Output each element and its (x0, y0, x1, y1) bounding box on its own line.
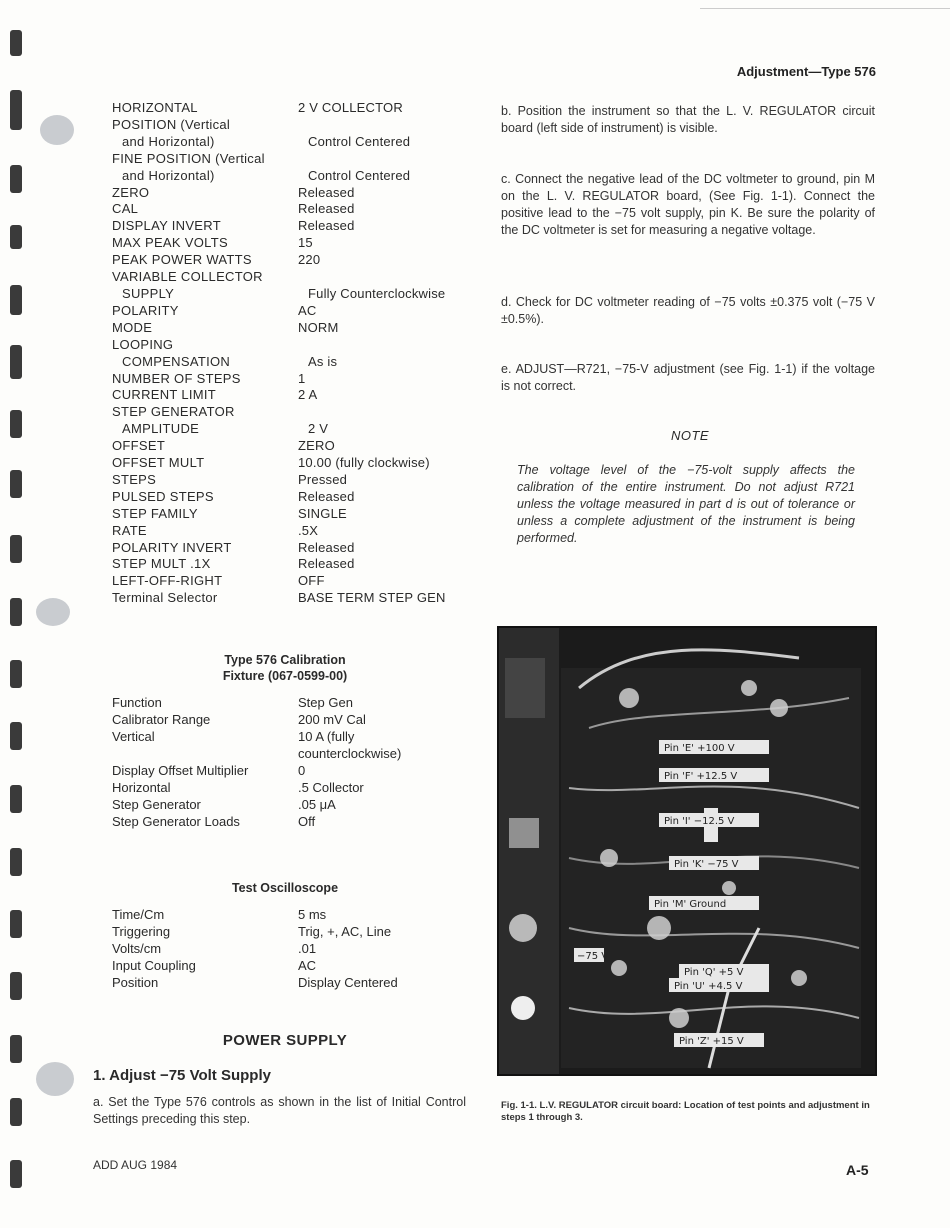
setting-label: OFFSET MULT (112, 455, 205, 471)
settings-row (112, 540, 482, 557)
scope-label: Time/Cm (112, 907, 165, 922)
fixture-row (112, 728, 401, 745)
test-point-label: Pin 'K' −75 V (674, 859, 739, 870)
binder-hole (10, 598, 22, 626)
setting-label: POSITION (Vertical (112, 116, 231, 132)
fixture-value: Off (298, 814, 316, 829)
scope-label: Position (112, 975, 159, 990)
setting-label: POLARITY INVERT (112, 539, 232, 555)
binder-hole (10, 785, 22, 813)
scope-label: Triggering (112, 924, 171, 939)
settings-row (112, 472, 482, 489)
setting-label: and Horizontal) (122, 167, 215, 183)
binder-hole (10, 165, 22, 193)
binder-hole (10, 535, 22, 563)
settings-row (112, 354, 482, 371)
fixture-row (112, 762, 401, 779)
scope-row (112, 906, 398, 923)
setting-label: STEP GENERATOR (112, 404, 235, 420)
fixture-value: .05 μA (298, 797, 336, 812)
setting-label: HORIZONTAL (112, 100, 198, 115)
binder-hole (10, 410, 22, 438)
binder-hole (10, 1035, 22, 1063)
control-settings-list (112, 100, 482, 607)
step-e: e. ADJUST—R721, −75-V adjustment (see Fig. 1-1) if the voltage is not correct. (501, 362, 875, 393)
setting-label: VARIABLE COLLECTOR (112, 269, 263, 285)
settings-row (112, 134, 482, 151)
setting-value: Released (298, 488, 355, 504)
binder-hole (10, 660, 22, 688)
scope-row (112, 974, 398, 991)
fixture-label: Vertical (112, 729, 155, 744)
setting-value: 2 V COLLECTOR (298, 100, 403, 115)
scope-value: Display Centered (298, 975, 398, 990)
setting-value: 1 (298, 370, 306, 386)
setting-label: AMPLITUDE (122, 421, 200, 437)
scan-line (700, 8, 950, 9)
setting-value: Released (298, 556, 355, 572)
binder-edge (0, 0, 40, 1228)
circuit-board-photo (497, 626, 877, 1076)
fixture-title (185, 652, 385, 684)
binder-hole (10, 972, 22, 1000)
setting-value: Pressed (298, 471, 348, 487)
fixture-value: 0 (298, 763, 306, 778)
settings-row (112, 286, 482, 303)
settings-row (112, 387, 482, 404)
settings-row (112, 404, 482, 421)
test-point-label: Pin 'M' Ground (654, 899, 727, 910)
note-title: NOTE (670, 428, 710, 443)
setting-label: ZERO (112, 184, 150, 200)
setting-value: 2 A (298, 387, 318, 403)
fixture-label: Step Generator (112, 797, 201, 812)
setting-value: Released (298, 184, 355, 200)
setting-value: BASE TERM STEP GEN (298, 590, 446, 606)
binder-hole (10, 470, 22, 498)
binder-hole (10, 1098, 22, 1126)
setting-value: SINGLE (298, 505, 347, 521)
scope-label: Volts/cm (112, 941, 162, 956)
fixture-row (112, 711, 401, 728)
setting-value: As is (308, 353, 338, 369)
page-curl (36, 1062, 74, 1096)
setting-value: Released (298, 218, 355, 234)
setting-label: LEFT-OFF-RIGHT (112, 573, 223, 589)
setting-label: FINE POSITION (Vertical (112, 150, 265, 166)
settings-row (112, 320, 482, 337)
test-point-label: Pin 'U' +4.5 V (674, 981, 743, 992)
binder-hole (10, 285, 22, 315)
setting-label: POLARITY (112, 302, 179, 318)
binder-hole (10, 910, 22, 938)
scope-value: .01 (298, 941, 317, 956)
settings-row (112, 235, 482, 252)
setting-label: STEP MULT .1X (112, 556, 211, 572)
settings-row (112, 151, 482, 168)
test-point-label: Pin 'Z' +15 V (679, 1036, 744, 1047)
setting-label: COMPENSATION (122, 353, 231, 369)
settings-row (112, 201, 482, 218)
setting-value: Control Centered (308, 167, 411, 183)
scope-row (112, 940, 398, 957)
binder-hole (10, 345, 22, 379)
scope-value: AC (298, 958, 317, 973)
scope-settings (112, 906, 398, 991)
setting-label: and Horizontal) (122, 133, 215, 149)
page-curl (36, 598, 70, 626)
scope-value: Trig, +, AC, Line (298, 924, 392, 939)
setting-value: 10.00 (fully clockwise) (298, 455, 430, 471)
settings-row (112, 218, 482, 235)
settings-row (112, 371, 482, 388)
fixture-row (112, 796, 401, 813)
fixture-value: 10 A (fully (298, 729, 355, 744)
step-c: c. Connect the negative lead of the DC voltmeter to ground, pin M on the L. V. REGULATOR board, (See Fig. 1-1). Connect the positive lead to the −75 volt supply, pin K. Be sure the polarity of the DC voltmeter is set for measuring a negative voltage. (501, 172, 875, 237)
fixture-label: Calibrator Range (112, 712, 211, 727)
setting-value: Fully Counterclockwise (308, 285, 446, 301)
page-curl (40, 115, 74, 145)
figure-caption: Fig. 1-1. L.V. REGULATOR circuit board: Location of test points and adjustment in steps 1 through 3. (501, 1100, 870, 1123)
setting-value: 2 V (308, 421, 329, 437)
settings-row (112, 489, 482, 506)
settings-row (112, 337, 482, 354)
fixture-value: counterclockwise) (298, 746, 402, 761)
step-heading: 1. Adjust −75 Volt Supply (93, 1067, 271, 1084)
fixture-title-line: Type 576 Calibration (224, 653, 346, 667)
fixture-label: Function (112, 695, 162, 710)
settings-row (112, 421, 482, 438)
setting-label: CAL (112, 201, 139, 217)
binder-hole (10, 30, 22, 56)
binder-hole (10, 722, 22, 750)
test-point-label: Pin 'F' +12.5 V (664, 771, 738, 782)
test-point-label: Pin 'I' −12.5 V (664, 816, 735, 827)
page-header: Adjustment—Type 576 (736, 64, 876, 79)
fixture-label (112, 745, 298, 762)
step-a: a. Set the Type 576 controls as shown in the list of Initial Control Settings preceding this step. (93, 1095, 466, 1126)
setting-label: NUMBER OF STEPS (112, 370, 241, 386)
setting-label: SUPPLY (122, 285, 175, 301)
fixture-value: .5 Collector (298, 780, 364, 795)
settings-row (112, 100, 482, 117)
fixture-row (112, 813, 401, 830)
revision-date: ADD AUG 1984 (93, 1158, 178, 1172)
test-point-label: Pin 'E' +100 V (664, 743, 735, 754)
setting-label: STEP FAMILY (112, 505, 198, 521)
scope-label: Input Coupling (112, 958, 196, 973)
scope-row (112, 957, 398, 974)
scope-title: Test Oscilloscope (231, 881, 339, 895)
setting-label: CURRENT LIMIT (112, 387, 217, 403)
setting-label: MODE (112, 319, 153, 335)
binder-hole (10, 225, 22, 249)
settings-row (112, 252, 482, 269)
fixture-row (112, 779, 401, 796)
fixture-label: Horizontal (112, 780, 171, 795)
page-number: A-5 (846, 1162, 869, 1178)
settings-row (112, 303, 482, 320)
binder-hole (10, 1160, 22, 1188)
setting-value: NORM (298, 319, 339, 335)
settings-row (112, 168, 482, 185)
binder-hole (10, 848, 22, 876)
fixture-row (112, 745, 401, 762)
fixture-label: Display Offset Multiplier (112, 763, 249, 778)
settings-row (112, 590, 482, 607)
setting-label: MAX PEAK VOLTS (112, 235, 228, 251)
setting-label: PEAK POWER WATTS (112, 252, 252, 268)
note-body: The voltage level of the −75-volt supply affects the calibration of the entire instrument. Do not adjust R721 unless the voltage measured in part d is out of tolerance or unless a complete adjustment of the instrument is being performed. (517, 463, 855, 545)
setting-value: .5X (298, 522, 319, 538)
setting-label: DISPLAY INVERT (112, 218, 221, 234)
setting-label: STEPS (112, 471, 157, 487)
setting-value: 15 (298, 235, 313, 251)
test-point-label: Pin 'Q' +5 V (684, 967, 744, 978)
scope-value: 5 ms (298, 907, 327, 922)
settings-row (112, 117, 482, 134)
fixture-label: Step Generator Loads (112, 814, 240, 829)
step-b: b. Position the instrument so that the L. V. REGULATOR circuit board (left side of instrument) is visible. (501, 104, 875, 135)
circuit-board-illustration (499, 628, 875, 1074)
settings-row (112, 523, 482, 540)
step-d: d. Check for DC voltmeter reading of −75 volts ±0.375 volt (−75 V ±0.5%). (501, 295, 875, 326)
setting-label: RATE (112, 522, 147, 538)
setting-value: AC (298, 302, 317, 318)
settings-row (112, 556, 482, 573)
fixture-value: 200 mV Cal (298, 712, 366, 727)
setting-label: Terminal Selector (112, 590, 218, 606)
section-title: POWER SUPPLY (222, 1032, 348, 1049)
settings-row (112, 438, 482, 455)
setting-value: Control Centered (308, 133, 411, 149)
test-point-label: −75 V (577, 951, 609, 962)
setting-value: OFF (298, 573, 325, 589)
setting-value: 220 (298, 252, 321, 268)
fixture-value: Step Gen (298, 695, 353, 710)
settings-row (112, 455, 482, 472)
binder-hole (10, 90, 22, 130)
settings-row (112, 185, 482, 202)
fixture-row (112, 694, 401, 711)
setting-label: OFFSET (112, 438, 166, 454)
scope-row (112, 923, 398, 940)
setting-value: ZERO (298, 438, 335, 454)
setting-value: Released (298, 201, 355, 217)
settings-row (112, 573, 482, 590)
fixture-title-line: Fixture (067-0599-00) (222, 669, 348, 683)
setting-label: PULSED STEPS (112, 488, 214, 504)
setting-label: LOOPING (112, 336, 174, 352)
fixture-settings (112, 694, 401, 830)
setting-value: Released (298, 539, 355, 555)
settings-row (112, 269, 482, 286)
settings-row (112, 506, 482, 523)
